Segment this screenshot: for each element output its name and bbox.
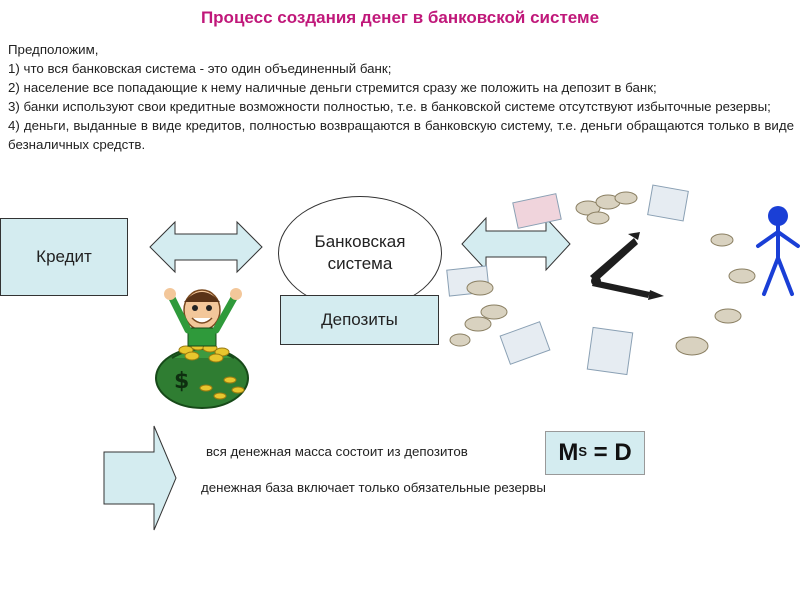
deposits-box bbox=[280, 295, 439, 345]
bank-system-label: Банковская система bbox=[314, 232, 406, 273]
double-arrow-icon bbox=[150, 222, 262, 272]
formula-equals-d: = D bbox=[586, 439, 632, 466]
deposits-label: Депозиты bbox=[321, 310, 398, 329]
conclusion-monetary-base: денежная база включает только обязательные резервы bbox=[201, 480, 546, 495]
credit-label: Кредит bbox=[36, 247, 92, 266]
credit-box bbox=[0, 218, 128, 296]
assumptions-lead: Предположим, bbox=[8, 42, 99, 57]
assumptions-text bbox=[8, 40, 794, 154]
right-arrow-icon bbox=[104, 426, 176, 530]
formula-m: M bbox=[558, 439, 579, 466]
money-supply-formula bbox=[545, 431, 645, 475]
page-title: Процесс создания денег в банковской системе bbox=[200, 8, 600, 27]
conclusion-deposits: вся денежная масса состоит из депозитов bbox=[206, 444, 468, 459]
dollar-sign: $ bbox=[174, 369, 190, 394]
assumption-2: 2) население все попадающие к нему наличные деньги стремится сразу же положить на депозит в банк; bbox=[8, 80, 657, 95]
bank-system-ellipse bbox=[278, 196, 442, 310]
clock-money-icon bbox=[440, 180, 760, 390]
assumption-3: 3) банки используют свои кредитные возможности полностью, т.е. в банковской системе отсутствуют избыточные резервы; bbox=[8, 99, 771, 114]
formula-superscript: S bbox=[578, 443, 587, 459]
assumption-4: 4) деньги, выданные в виде кредитов, полностью возвращаются в банковскую систему, т.е. деньги обращаются только в виде безналичных средств. bbox=[8, 118, 794, 152]
assumption-1: 1) что вся банковская система - это один объединенный банк; bbox=[8, 61, 392, 76]
person-icon bbox=[756, 206, 800, 296]
money-bag-man-icon bbox=[150, 270, 260, 410]
